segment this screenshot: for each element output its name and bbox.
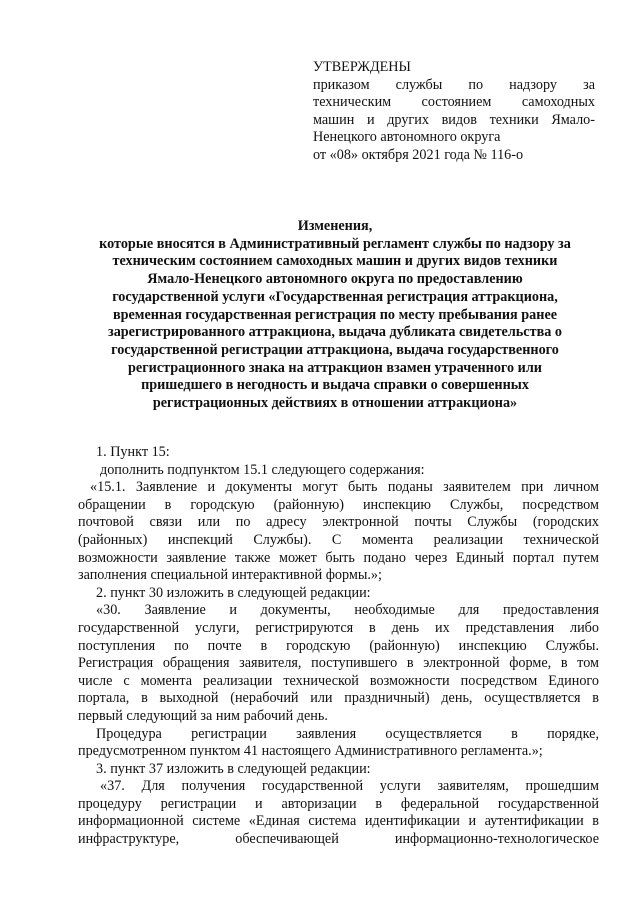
approval-stamp xyxy=(313,59,595,165)
title-line: Изменения, xyxy=(297,218,373,234)
body-line: инфраструктуре, обеспечивающей информационно-технологическое xyxy=(78,831,599,848)
title-line: пришедшего в негодность и выдача справки о совершенных xyxy=(141,377,529,394)
body-line: обращении в городскую (районную) инспекцию Службы, посредством xyxy=(78,496,599,513)
body-line: почтовой связи или по адресу электронной почты Службы (городских xyxy=(78,514,599,531)
body-line: первый следующий за ним рабочий день. xyxy=(78,707,328,724)
body-line: процедуру регистрации и авторизации в федеральной государственной xyxy=(78,795,599,812)
title-line: техническим состоянием самоходных машин и других видов техники xyxy=(112,253,558,270)
body-line: «30. Заявление и документы, необходимые для предоставления xyxy=(96,602,599,619)
title-line: временная государственная регистрация по месту пребывания ранее xyxy=(112,306,558,323)
body-line: 1. Пункт 15: xyxy=(96,444,170,460)
approval-date: от «08» октября 2021 года № 116-о xyxy=(313,146,524,163)
body-line: информационной системе «Единая система идентификации и аутентификации в xyxy=(78,813,599,830)
approval-line: машин и других видов техники Ямало- xyxy=(313,111,595,128)
document-title xyxy=(70,218,600,413)
approval-line: приказом службы по надзору за xyxy=(313,76,595,93)
title-line: регистрационного знака на аттракцион взамен утраченного или xyxy=(128,359,542,376)
body-line: «37. Для получения государственной услуги заявителям, прошедшим xyxy=(100,778,599,795)
title-line: которые вносятся в Административный регламент службы по надзору за xyxy=(99,235,571,252)
body-line: поступления по почте в городскую (районную) инспекцию Службы. xyxy=(78,637,599,654)
body-line: числе с момента реализации технической возможности посредством Единого xyxy=(78,672,599,689)
approval-line: Ненецкого автономного округа xyxy=(313,129,501,146)
body-line: «15.1. Заявление и документы могут быть поданы заявителем при личном xyxy=(90,479,599,496)
document-body xyxy=(78,444,599,849)
body-line: дополнить подпунктом 15.1 следующего содержания: xyxy=(100,461,425,478)
body-line: (районных) инспекций Службы). С момента реализации технической xyxy=(78,531,599,548)
body-line: 3. пункт 37 изложить в следующей редакции: xyxy=(96,760,371,777)
body-line: заполнения специальной интерактивной формы.»; xyxy=(78,567,382,584)
approval-line: техническим состоянием самоходных xyxy=(313,94,595,111)
body-line: государственной услуги, регистрируются в день их представления либо xyxy=(78,619,599,636)
body-line: Регистрация обращения заявителя, поступившего в электронной форме, в том xyxy=(78,655,599,672)
title-line: зарегистрированного аттракциона, выдача дубликата свидетельства о xyxy=(108,324,562,341)
body-line: портала, в выходной (нерабочий или праздничный) день, осуществляется в xyxy=(78,690,599,707)
body-line: Процедура регистрации заявления осуществляется в порядке, xyxy=(96,725,599,742)
approval-heading: УТВЕРЖДЕНЫ xyxy=(313,59,411,75)
title-line: государственной регистрации аттракциона, выдача государственного xyxy=(111,341,559,358)
body-line: возможности заявление также может быть подано через Единый портал путем xyxy=(78,549,599,566)
body-line: предусмотренном пунктом 41 настоящего Административного регламента.»; xyxy=(78,743,543,760)
body-line: 2. пункт 30 изложить в следующей редакции: xyxy=(96,584,371,601)
title-line: регистрационных действиях в отношении аттракциона» xyxy=(152,395,518,412)
title-line: Ямало-Ненецкого автономного округа по предоставлению xyxy=(147,271,523,288)
title-line: государственной услуги «Государственная регистрация аттракциона, xyxy=(112,288,558,305)
